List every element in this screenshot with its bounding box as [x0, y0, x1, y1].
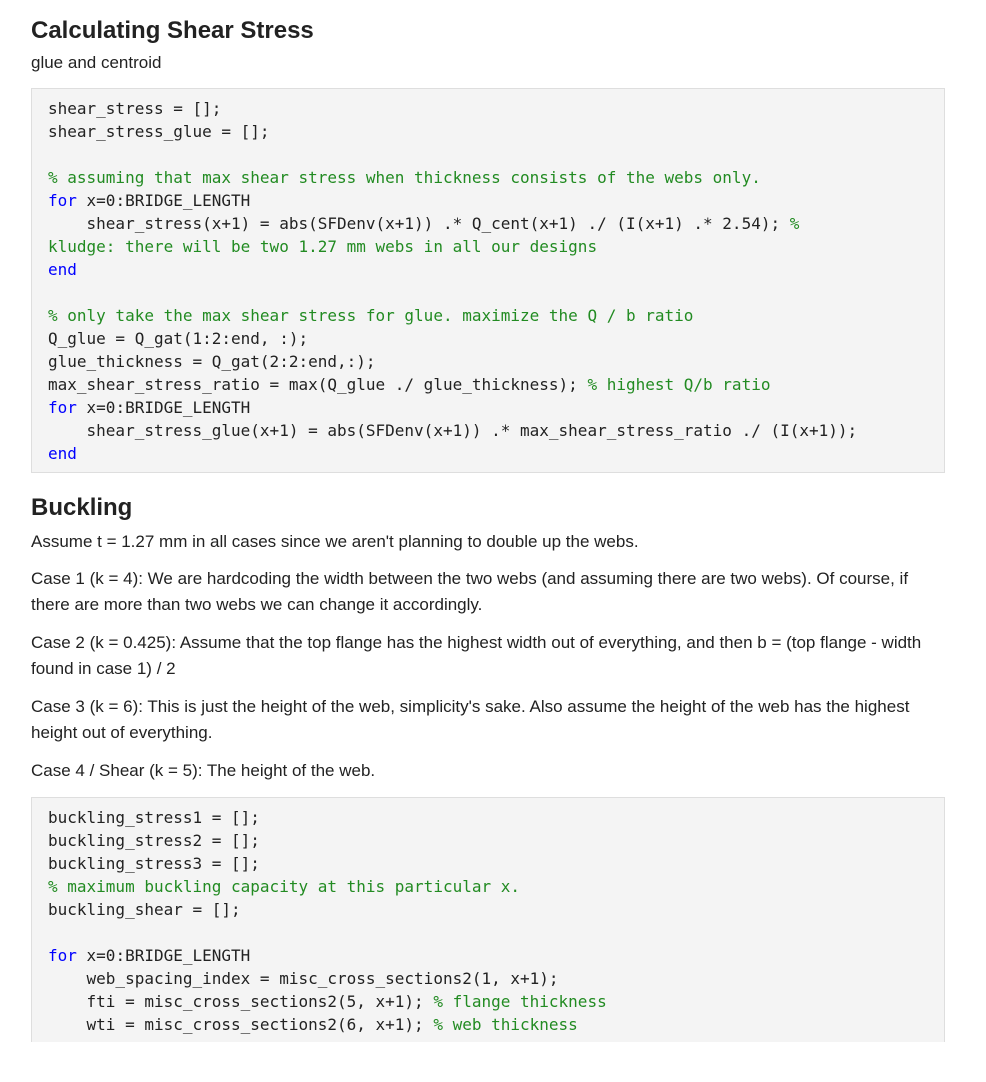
code-comment: % flange thickness [433, 992, 607, 1011]
code-line [48, 97, 221, 120]
code-text: glue_thickness = Q_gat(2:2:end,:); [48, 352, 376, 371]
code-line [48, 235, 597, 258]
code-line [48, 120, 270, 143]
code-text: shear_stress(x+1) = abs(SFDenv(x+1)) .* Q_cent(x+1) ./ (I(x+1) .* 2.54); [48, 214, 790, 233]
code-comment: % only take the max shear stress for glue. maximize the Q / b ratio [48, 306, 694, 325]
paragraph-assumption: Assume t = 1.27 mm in all cases since we aren't planning to double up the webs. [31, 532, 639, 551]
code-text: web_spacing_index = misc_cross_sections2(1, x+1); [48, 969, 559, 988]
code-line [48, 373, 770, 396]
code-text: buckling_stress1 = []; [48, 808, 260, 827]
code-comment: % highest Q/b ratio [587, 375, 771, 394]
code-line [48, 396, 250, 419]
code-text: buckling_stress2 = []; [48, 831, 260, 850]
code-text: fti = misc_cross_sections2(5, x+1); [48, 992, 434, 1011]
section-title-shear-stress: Calculating Shear Stress [31, 17, 314, 44]
code-text: buckling_stress3 = []; [48, 854, 260, 873]
code-line [48, 944, 250, 967]
code-line [48, 304, 693, 327]
code-keyword: for [48, 191, 77, 210]
code-text: x=0:BRIDGE_LENGTH [76, 191, 251, 210]
code-line [48, 327, 308, 350]
code-line [48, 212, 799, 235]
paragraph-case-2: Case 2 (k = 0.425): Assume that the top flange has the highest width out of everything, and then b = (top flange - width found in case 1) / 2 [31, 633, 922, 678]
code-line [48, 990, 607, 1013]
code-comment: kludge: there will be two 1.27 mm webs in all our designs [48, 237, 598, 256]
code-text: max_shear_stress_ratio = max(Q_glue ./ glue_thickness); [48, 375, 588, 394]
code-line [48, 442, 77, 465]
section-subtitle: glue and centroid [31, 53, 162, 72]
code-comment: % [789, 214, 800, 233]
code-text: shear_stress_glue = []; [48, 122, 270, 141]
code-keyword: for [48, 398, 77, 417]
code-line [48, 898, 241, 921]
code-line [48, 852, 260, 875]
code-text: shear_stress = []; [48, 99, 222, 118]
code-text: buckling_shear = []; [48, 900, 241, 919]
section-title-buckling: Buckling [31, 494, 133, 521]
code-line [48, 806, 260, 829]
paragraph-case-1: Case 1 (k = 4): We are hardcoding the width between the two webs (and assuming there are two webs). Of course, if there are more than two webs we can change it accordingly. [31, 569, 909, 614]
code-line [48, 166, 761, 189]
code-keyword: end [48, 260, 77, 279]
code-line [48, 258, 77, 281]
paragraph-case-4: Case 4 / Shear (k = 5): The height of the web. [31, 761, 376, 780]
code-text: Q_glue = Q_gat(1:2:end, :); [48, 329, 309, 348]
code-line [48, 1013, 578, 1036]
code-comment: % web thickness [433, 1015, 578, 1034]
code-comment: % assuming that max shear stress when thickness consists of the webs only. [48, 168, 761, 187]
code-text: x=0:BRIDGE_LENGTH [76, 946, 251, 965]
code-text: x=0:BRIDGE_LENGTH [76, 398, 251, 417]
code-line [48, 189, 250, 212]
code-keyword: end [48, 444, 77, 463]
code-block-buckling [31, 797, 945, 1042]
code-line [48, 419, 857, 442]
code-line [48, 829, 260, 852]
code-keyword: for [48, 946, 77, 965]
code-line [48, 875, 520, 898]
paragraph-case-3: Case 3 (k = 6): This is just the height of the web, simplicity's sake. Also assume the height of the web has the highest height out of everything. [31, 697, 910, 742]
code-line [48, 967, 559, 990]
code-comment: % maximum buckling capacity at this particular x. [48, 877, 521, 896]
code-text: shear_stress_glue(x+1) = abs(SFDenv(x+1)) .* max_shear_stress_ratio ./ (I(x+1)); [48, 421, 858, 440]
code-block-shear-stress [31, 88, 945, 473]
code-text: wti = misc_cross_sections2(6, x+1); [48, 1015, 434, 1034]
code-line [48, 350, 376, 373]
